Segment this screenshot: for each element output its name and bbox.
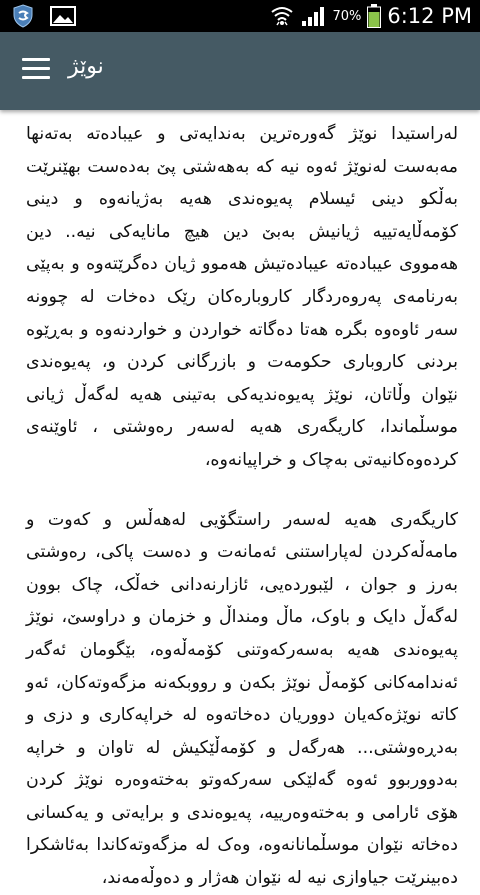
battery-icon: [367, 4, 381, 28]
article-paragraph: کاریگەری هەیە لەسەر راستگۆیی لەهەڵس و کەوت و مامەڵەکردن لەپاراستنی ئەمانەت و دەست پاکی، رەوشتی بەرز و جوان ، لێبوردەیی، ئازارنەدانی خەڵک، چاک بوون لەگەڵ دایک و باوک، ماڵ ومنداڵ و خزمان و دراوسێ، نوێژ پەیوەندی هەیە بەسەرکەوتنی کۆمەڵەوە، بێگومان ئەگەر ئەندامەکانی کۆمەڵ نوێژ بکەن و رووبکەنە مزگەوتەکان، ئەو کاتە نوێژەکەیان دووریان دەخاتەوە لە خراپەکاری و دزی و بەدڕەوشتی... هەرگەل و کۆمەڵێکیش لە تاوان و خراپە بەدووربوو ئەوە گەلێکی سەرکەوتو بەختەوەرە نوێژ کردن هۆی ئارامی و بەختەوەرییە، پەیوەندی و برایەتی و یەکسانی دەخاتە نێوان موسڵمانانەوە، وەک لە مزگەوتەکاندا بەئاشکرا دەبینرێت جیاوازی نیە لە نێوان هەژار و دەوڵەمەند،: [26, 509, 458, 889]
article-paragraph: لەراستیدا نوێژ گەورەترین بەندایەتی و عیبادەتە بەتەنها مەبەست لەنوێژ ئەوە نیە کە بەهەشتی پێ بەدەست بهێنرێت بەڵکو دینی ئیسلام پەیوەندی هەیە بەژیانەوە و دینی کۆمەڵایەتییە ژیانیش بەبێ دین هیچ مانایەکی نیە.. دین هەمووی عیبادەتە عیبادەتیش هەموو ژیان دەگرێتەوە و بەپێی بەرنامەی پەروەردگار کاروبارەکان رێک دەخات لە چوونە سەر ئاوەوە بگرە هەتا دەگاتە خواردن و خواردنەوە و بەڕێوە بردنی کاروباری حکومەت و بازرگانی کردن و، پەیوەندی نێوان وڵاتان، نوێژ پەیوەندیەکی بەتینی هەیە لەگەڵ ژیانی موسڵماندا، کاریگەری هەیە لەسەر رەوشتی ، ئاوێنەی کردەوەکانیەتی بەچاک و خراپیانەوە،: [26, 124, 458, 470]
hamburger-menu-icon[interactable]: [22, 58, 50, 84]
status-bar: [0, 0, 480, 32]
page-title: نوێژ: [68, 54, 104, 79]
battery-percent: 70%: [332, 8, 362, 24]
gallery-icon: [48, 4, 78, 28]
clock: 6:12 PM: [387, 4, 472, 28]
signal-icon: [300, 5, 326, 27]
status-bar-system: [270, 2, 472, 30]
wifi-icon: [270, 5, 294, 27]
article-body: [26, 110, 458, 895]
shield-app-icon: [8, 4, 38, 28]
app-bar: [0, 32, 480, 110]
status-bar-notifications: [8, 4, 78, 28]
